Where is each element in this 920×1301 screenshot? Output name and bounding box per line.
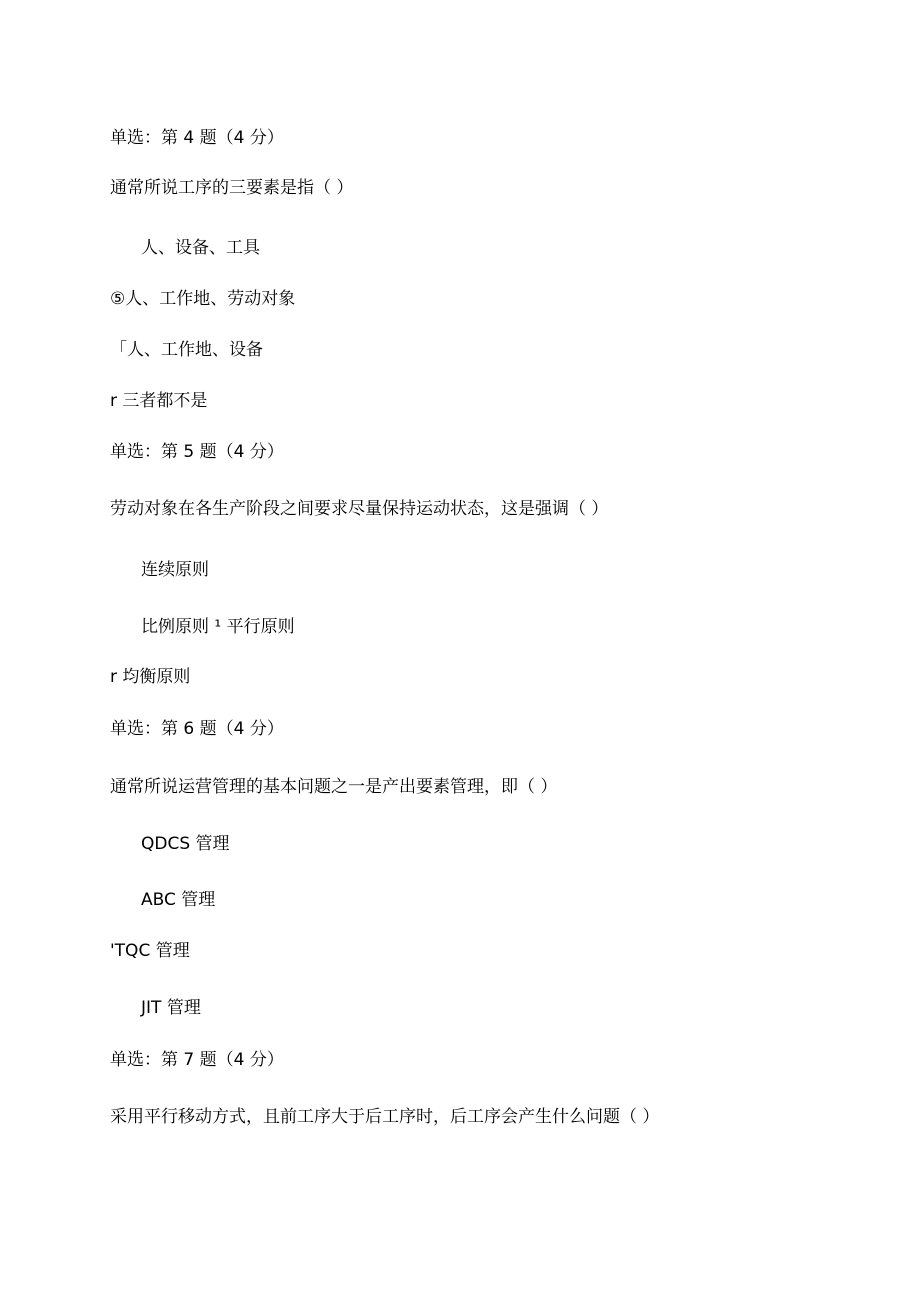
question-5-option-1[interactable]: 连续原则 [141, 560, 209, 580]
question-6-option-4[interactable]: JIT 管理 [141, 998, 201, 1018]
question-4-header: 单选：第 4 题（4 分） [110, 128, 284, 148]
question-6-option-1[interactable]: QDCS 管理 [141, 834, 230, 854]
question-6-stem: 通常所说运营管理的基本问题之一是产出要素管理，即（ ） [110, 777, 558, 797]
question-7-header: 单选：第 7 题（4 分） [110, 1050, 284, 1070]
question-4-option-3[interactable]: 「人、工作地、设备 [110, 340, 263, 360]
question-4-option-1[interactable]: 人、设备、工具 [141, 238, 260, 258]
question-5-stem: 劳动对象在各生产阶段之间要求尽量保持运动状态，这是强调（ ） [110, 499, 609, 519]
question-6-option-3[interactable]: 'TQC 管理 [110, 941, 190, 961]
question-5-option-2[interactable]: 比例原则 ¹ 平行原则 [141, 617, 295, 637]
question-5-header: 单选：第 5 题（4 分） [110, 442, 284, 462]
question-4-option-2[interactable]: ⑤人、工作地、劳动对象 [110, 289, 296, 309]
question-6-header: 单选：第 6 题（4 分） [110, 719, 284, 739]
question-7-stem: 采用平行移动方式，且前工序大于后工序时，后工序会产生什么问题（ ） [110, 1107, 660, 1127]
question-4-option-4[interactable]: r 三者都不是 [110, 391, 208, 411]
question-5-option-3[interactable]: r 均衡原则 [110, 667, 191, 687]
question-6-option-2[interactable]: ABC 管理 [141, 890, 216, 910]
question-4-stem: 通常所说工序的三要素是指（ ） [110, 178, 354, 198]
